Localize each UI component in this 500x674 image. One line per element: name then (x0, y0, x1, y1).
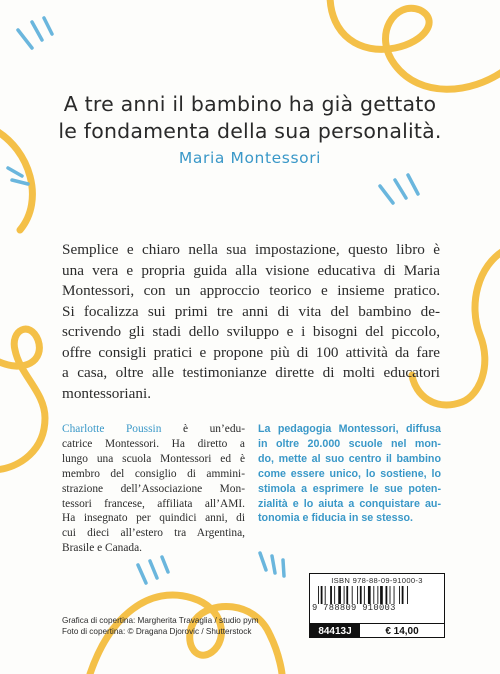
blue-dash (283, 560, 284, 576)
bio-line: catrice Montessori. Ha diretto a (62, 437, 245, 450)
blue-dash (138, 565, 146, 583)
pitch-line: zialità e lo aiuta a conquistare au- (258, 497, 441, 510)
product-code: 84413J (310, 624, 360, 638)
barcode-digits: 9 788809 910003 (312, 603, 396, 613)
bio-line: cui dieci all’estero tra Argentina, (62, 527, 245, 540)
author-bio (62, 422, 245, 556)
blurb-line: montessoriani. (62, 384, 152, 402)
blue-dash (44, 18, 52, 34)
pitch-line: in oltre 20.000 scuole nel mon- (258, 437, 441, 450)
blue-dash (12, 180, 28, 184)
blurb-line: scrivendo gli stadi dello sviluppo e i bisogni del piccolo, (62, 323, 440, 340)
code-price-strip (310, 623, 444, 638)
blurb-line: una vera e propria guida alla visione educativa di Maria (62, 261, 440, 279)
pitch-line: tonomia e fiducia in se stesso. (258, 512, 414, 525)
bio-line: Brasile e Canada. (62, 542, 143, 555)
yellow-loop-top (330, 0, 500, 89)
bio-line: lungo una scuola Montessori ed è (62, 452, 245, 465)
blue-dash (8, 168, 22, 176)
quote (40, 91, 460, 145)
yellow-squiggle-left (0, 329, 45, 470)
blurb-line: a casa, oltre alle testimonianze dirette di molti educatori (62, 364, 440, 381)
cover-credits (62, 615, 259, 637)
quote-line-2: le fondamenta della sua personalità. (58, 119, 442, 143)
bio-line: tessori francese, affiliata all’AMI. (62, 497, 245, 510)
bio-line: strazione dell’Associazione Mon- (62, 482, 245, 495)
bio-line: Ha insegnato per quindici anni, di (62, 512, 245, 525)
blue-dash (408, 175, 418, 194)
blue-dash (150, 561, 157, 578)
bio-line: membro del consiglio di ammini- (62, 467, 245, 480)
author-name: Charlotte Poussin (62, 423, 162, 435)
blue-dash (32, 22, 42, 40)
price: € 14,00 (385, 625, 419, 637)
barcode-box (309, 573, 445, 638)
bio-text: è un’edu- (161, 423, 245, 435)
pedagogy-pitch (258, 422, 441, 526)
quote-line-1: A tre anni il bambino ha già gettato (63, 92, 437, 116)
barcode-bars (318, 586, 436, 604)
blurb-line: Si focalizza sui primi tre anni di vita del bambino de- (62, 302, 440, 320)
blue-dash (162, 557, 168, 572)
blurb-line: offre consigli pratici e propone più di 100 attività da fare (62, 343, 440, 361)
blue-dash (260, 553, 266, 570)
pitch-line: do, mette al suo centro il bambino (258, 452, 441, 465)
blue-dash (272, 556, 275, 573)
blurb-line: Montessori, con un approccio teorico e insieme pratico. (62, 282, 440, 299)
blue-dash (395, 180, 406, 198)
pitch-line: stimola a esprimere le sue poten- (258, 482, 441, 495)
bio-first-line (62, 422, 245, 437)
book-blurb (62, 240, 440, 404)
design-credit: Grafica di copertina: Margherita Travaglia / studio pym (62, 616, 259, 625)
pitch-line: come essere unico, lo sostiene, lo (258, 467, 441, 480)
isbn-text: ISBN 978-88-09-91000-3 (331, 576, 423, 585)
blue-dash (380, 186, 393, 203)
blurb-line: Semplice e chiaro nella sua impostazione, questo libro è (62, 241, 440, 258)
pitch-line: La pedagogia Montessori, diffusa (258, 423, 441, 435)
photo-credit: Foto di copertina: © Dragana Djorovic / Shutterstock (62, 627, 252, 636)
quote-author: Maria Montessori (178, 149, 322, 167)
blue-dash (18, 30, 32, 48)
